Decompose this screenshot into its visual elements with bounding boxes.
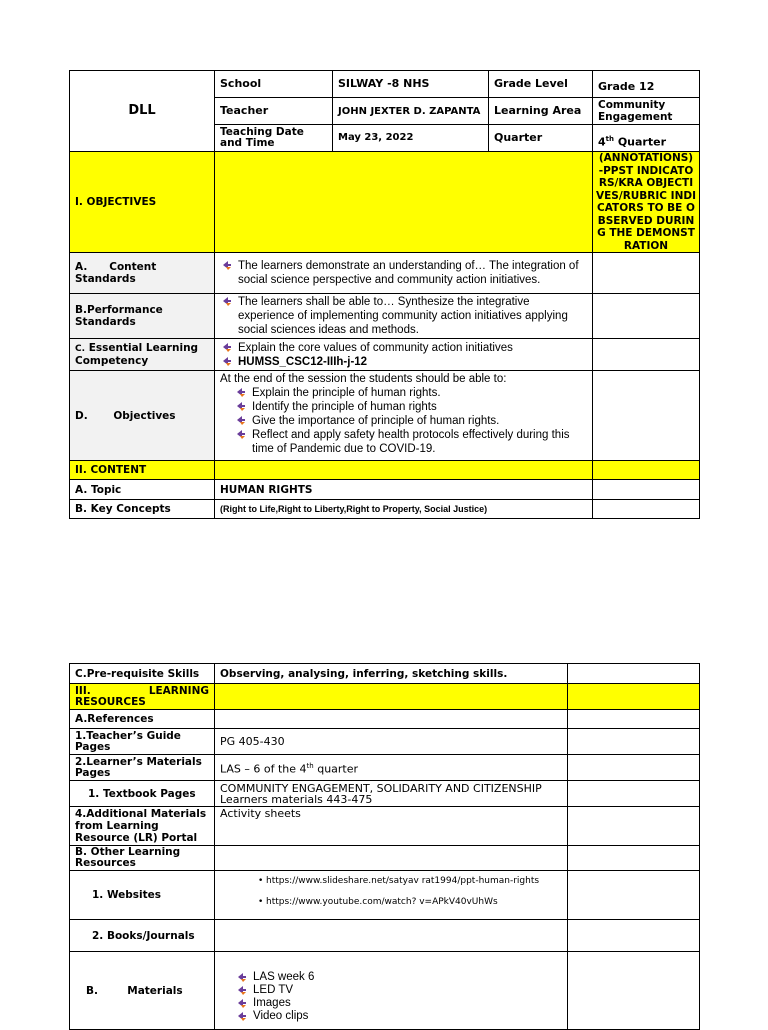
bullet-arrow-icon — [222, 356, 232, 366]
resources-annotation — [568, 684, 700, 710]
books-journals-label: 2. Books/Journals — [70, 920, 215, 952]
annotation-cell — [593, 253, 700, 294]
content-annotation — [593, 461, 700, 480]
topic-value: HUMAN RIGHTS — [215, 480, 593, 500]
other-resources-label: B. Other Learning Resources — [70, 846, 215, 871]
bullet-arrow-icon — [237, 1011, 247, 1021]
performance-standards-cell — [215, 294, 593, 339]
materials-label: B. Materials — [70, 952, 215, 1030]
references-label: A.References — [70, 710, 215, 729]
area-label: Learning Area — [489, 98, 593, 125]
quarter-label: Quarter — [489, 125, 593, 152]
performance-standards-text: The learners shall be able to… Synthesize the integrative experience of implementing community action initiatives applying social sciences ideas and methods. — [238, 296, 568, 336]
teachers-guide-label: 1.Teacher’s Guide Pages — [70, 729, 215, 755]
annotations-header: (ANNOTATIONS) -PPST INDICATORS/KRA OBJECTIVES/RUBRIC INDICATORS TO BE OBSERVED DURING THE DEMONSTRATION — [593, 152, 700, 253]
bullet-arrow-icon — [236, 387, 246, 397]
bullet-arrow-icon — [222, 296, 232, 306]
annotation-cell — [593, 500, 700, 519]
material-item: Images — [253, 997, 291, 1009]
date-label: Teaching Date and Time — [215, 125, 333, 152]
objective-item: Reflect and apply safety health protocols effectively during this time of Pandemic due to COVID-19. — [252, 429, 570, 455]
content-blank — [215, 461, 593, 480]
materials-cell — [215, 952, 568, 1030]
objectives-intro: At the end of the session the students should be able to: — [220, 373, 507, 385]
bullet-arrow-icon — [222, 260, 232, 270]
date-value: May 23, 2022 — [333, 125, 489, 152]
annotation-cell — [568, 781, 700, 807]
teachers-guide-value: PG 405-430 — [215, 729, 568, 755]
d-objectives-cell — [215, 371, 593, 461]
grade-label: Grade Level — [489, 71, 593, 98]
annotation-cell — [593, 371, 700, 461]
references-blank — [215, 710, 568, 729]
other-resources-blank — [215, 846, 568, 871]
books-journals-blank — [215, 920, 568, 952]
bullet-arrow-icon — [236, 429, 246, 439]
d-objectives-label: D. Objectives — [70, 371, 215, 461]
teacher-value: JOHN JEXTER D. ZAPANTA — [333, 98, 489, 125]
annotation-cell — [593, 339, 700, 371]
learners-materials-value: LAS – 6 of the 4th quarter — [215, 755, 568, 781]
objective-item: Give the importance of principle of human rights. — [252, 415, 500, 427]
bullet-arrow-icon — [236, 415, 246, 425]
annotation-cell — [568, 807, 700, 846]
annotation-cell — [568, 710, 700, 729]
additional-materials-value: Activity sheets — [215, 807, 568, 846]
performance-standards-label: B.Performance Standards — [70, 294, 215, 339]
textbook-pages-label: 1. Textbook Pages — [70, 781, 215, 807]
material-item: LAS week 6 — [253, 971, 315, 983]
bullet-arrow-icon — [222, 342, 232, 352]
learning-resources-label: III. LEARNING RESOURCES — [70, 684, 215, 710]
annotation-cell — [593, 480, 700, 500]
textbook-pages-value: COMMUNITY ENGAGEMENT, SOLIDARITY AND CITIZENSHIP Learners materials 443-475 — [215, 781, 568, 807]
objectives-blank — [215, 152, 593, 253]
annotation-cell — [568, 920, 700, 952]
learners-materials-label: 2.Learner’s Materials Pages — [70, 755, 215, 781]
content-label: II. CONTENT — [70, 461, 215, 480]
bullet-arrow-icon — [237, 985, 247, 995]
topic-label: A. Topic — [70, 480, 215, 500]
objective-item: Identify the principle of human rights — [252, 401, 437, 413]
annotation-cell — [568, 664, 700, 684]
annotation-cell — [568, 952, 700, 1030]
prereq-value: Observing, analysing, inferring, sketching skills. — [215, 664, 568, 684]
website-link[interactable]: • https://www.slideshare.net/satyav rat1994/ppt-human-rights — [220, 876, 562, 887]
area-value: Community Engagement — [593, 98, 700, 125]
websites-cell — [215, 871, 568, 920]
additional-materials-label: 4.Additional Materials from Learning Resource (LR) Portal — [70, 807, 215, 846]
material-item: LED TV — [253, 984, 294, 996]
learning-resources-table — [69, 663, 700, 1030]
prereq-label: C.Pre-requisite Skills — [70, 664, 215, 684]
websites-label: 1. Websites — [70, 871, 215, 920]
annotation-cell — [593, 294, 700, 339]
teacher-label: Teacher — [215, 98, 333, 125]
content-standards-label: A. Content Standards — [70, 253, 215, 294]
resources-blank — [215, 684, 568, 710]
dll-header-table — [69, 70, 700, 519]
bullet-arrow-icon — [237, 998, 247, 1008]
school-value: SILWAY -8 NHS — [333, 71, 489, 98]
competency-code: HUMSS_CSC12-IIIh-j-12 — [238, 355, 368, 368]
key-concepts-label: B. Key Concepts — [70, 500, 215, 519]
competency-label: C. Essential Learning Competency — [70, 339, 215, 371]
annotation-cell — [568, 871, 700, 920]
dll-title: DLL — [70, 71, 215, 152]
annotation-cell — [568, 755, 700, 781]
objective-item: Explain the principle of human rights. — [252, 387, 441, 399]
bullet-arrow-icon — [237, 972, 247, 982]
material-item: Video clips — [253, 1010, 309, 1022]
competency-cell — [215, 339, 593, 371]
content-standards-text: The learners demonstrate an understanding of… The integration of social science perspective and community action initiatives. — [238, 260, 579, 286]
bullet-arrow-icon — [236, 401, 246, 411]
key-concepts-value: (Right to Life,Right to Liberty,Right to Property, Social Justice) — [215, 500, 593, 519]
competency-item: Explain the core values of community action initiatives — [238, 341, 513, 354]
objectives-label: I. OBJECTIVES — [70, 152, 215, 253]
content-standards-cell — [215, 253, 593, 294]
grade-value: Grade 12 — [593, 71, 700, 98]
annotation-cell — [568, 729, 700, 755]
quarter-value: 4th Quarter — [593, 125, 700, 152]
school-label: School — [215, 71, 333, 98]
annotation-cell — [568, 846, 700, 871]
website-link[interactable]: • https://www.youtube.com/watch? v=APkV40vUhWs — [220, 897, 562, 908]
